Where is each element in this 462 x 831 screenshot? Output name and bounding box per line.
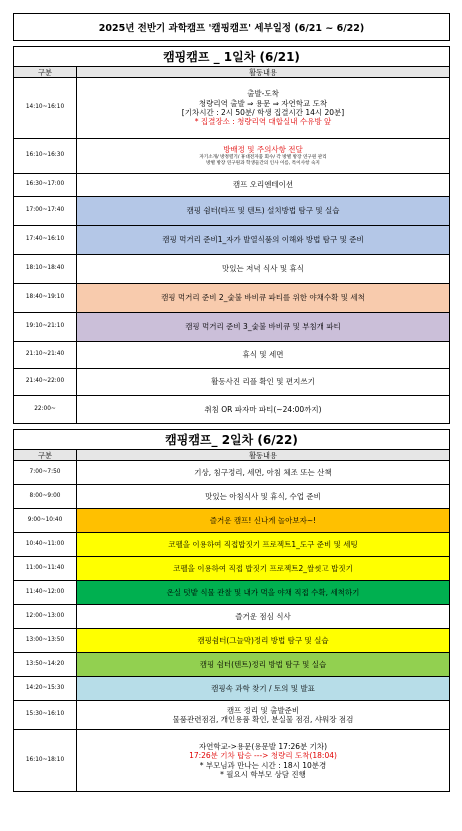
- row-activity: 즐거운 캠프! 신나게 놀아보자~!: [77, 509, 450, 533]
- row-time: 12:00~13:00: [14, 605, 77, 629]
- row-time: 11:00~11:40: [14, 557, 77, 581]
- row-time: 19:10~21:10: [14, 313, 77, 342]
- day2-title: 캠핑캠프_ 2일차 (6/22): [13, 429, 450, 449]
- row-time: 7:00~7:50: [14, 461, 77, 485]
- table-row: [14, 730, 450, 792]
- table-row: [14, 461, 450, 485]
- table-row: [14, 557, 450, 581]
- activity-line: 캠프 정리 및 출발준비: [226, 705, 300, 715]
- row-activity: 캠핑쉼터(그늘막)정리 방법 탐구 및 실습: [77, 629, 450, 653]
- row-activity: 캠핑 쉼터(텐트)정리 방법 탐구 및 실습: [77, 653, 450, 677]
- row-activity: 캠프 오리엔테이션: [77, 174, 450, 197]
- row-activity: 즐거운 점심 식사: [77, 605, 450, 629]
- activity-note: 자기소개/ 방정렬기/ 휴대전자품 회수/ 각 방별 방장 연구원 관리: [199, 154, 327, 160]
- row-activity: 캠핑 먹거리 준비 3_숯불 바비큐 및 부침개 파티: [77, 313, 450, 342]
- activity-line: * 필요시 학부모 상담 진행: [220, 769, 306, 779]
- row-activity: 취침 OR 파자마 파티(~24:00까지): [77, 396, 450, 424]
- table-row: [14, 653, 450, 677]
- row-activity: 맛있는 아침식사 및 휴식, 수업 준비: [77, 485, 450, 509]
- row-activity: 캠핑속 과학 찾기 / 토의 및 발표: [77, 677, 450, 701]
- header-activity: 활동내용: [77, 67, 450, 78]
- row-activity: 휴식 및 세면: [77, 342, 450, 369]
- table-row: [14, 396, 450, 424]
- header-gubun: 구분: [14, 450, 77, 461]
- table-row: [14, 255, 450, 284]
- row-activity: 맛있는 저녁 식사 및 휴식: [77, 255, 450, 284]
- day1-title: 캠핑캠프 _ 1일차 (6/21): [13, 46, 450, 66]
- activity-line: * 부모님과 만나는 시간 : 18시 10분경: [199, 760, 327, 770]
- activity-line: 자연학교->용문(용문발 17:26분 기차): [198, 741, 328, 751]
- row-activity: 코펠을 이용하여 직접 밥짓기 프로젝트2_쌀씻고 밥짓기: [77, 557, 450, 581]
- table-row: [14, 284, 450, 313]
- page-title: 2025년 전반기 과학캠프 '캠핑캠프' 세부일정 (6/21 ~ 6/22): [13, 13, 450, 41]
- row-time: 14:10~16:10: [14, 78, 77, 139]
- row-time: 13:00~13:50: [14, 629, 77, 653]
- row-activity: 캠핑 먹거리 준비 2_숯불 바비큐 파티를 위한 야채수확 및 세척: [77, 284, 450, 313]
- row-time: 18:10~18:40: [14, 255, 77, 284]
- row-activity: 캠핑 먹거리 준비1_자가 발열식품의 이해와 방법 탐구 및 준비: [77, 226, 450, 255]
- row-time: 10:40~11:00: [14, 533, 77, 557]
- table-row: [14, 78, 450, 139]
- row-activity: 온실 텃밭 식물 관찰 및 내가 먹을 야채 직접 수확, 세척하기: [77, 581, 450, 605]
- row-time: 14:20~15:30: [14, 677, 77, 701]
- row-activity: 기상, 침구정리, 세면, 아침 체조 또는 산책: [77, 461, 450, 485]
- row-time: 15:30~16:10: [14, 701, 77, 730]
- activity-line: 물품관련점검, 개인용품 확인, 분실물 점검, 샤워장 점검: [172, 715, 354, 724]
- day2-header-row: [14, 450, 450, 461]
- row-time: 16:10~16:30: [14, 139, 77, 174]
- activity-line: 청량리역 출발 ⇒ 용문 ⇒ 자연학교 도착: [198, 98, 328, 108]
- table-row: [14, 629, 450, 653]
- header-activity: 활동내용: [77, 450, 450, 461]
- row-activity: [77, 730, 450, 792]
- row-time: 13:50~14:20: [14, 653, 77, 677]
- row-time: 16:30~17:00: [14, 174, 77, 197]
- table-row: [14, 226, 450, 255]
- table-row: [14, 139, 450, 174]
- row-activity: 활동사진 리플 확인 및 편지쓰기: [77, 369, 450, 396]
- table-row: [14, 533, 450, 557]
- row-time: 17:00~17:40: [14, 197, 77, 226]
- row-time: 9:00~10:40: [14, 509, 77, 533]
- table-row: [14, 605, 450, 629]
- table-row: [14, 313, 450, 342]
- table-row: [14, 581, 450, 605]
- row-activity: 코펠을 이용하여 직접밥짓기 프로젝트1_도구 준비 및 세팅: [77, 533, 450, 557]
- row-activity: [77, 139, 450, 174]
- activity-line-red: * 집결장소 : 청량리역 대합실내 수유방 앞: [194, 117, 332, 127]
- table-row: [14, 509, 450, 533]
- table-row: [14, 197, 450, 226]
- table-row: [14, 174, 450, 197]
- row-time: 22:00~: [14, 396, 77, 424]
- row-activity: [77, 78, 450, 139]
- row-time: 17:40~16:10: [14, 226, 77, 255]
- row-time: 21:40~22:00: [14, 369, 77, 396]
- day2-table: [13, 449, 450, 792]
- activity-line: [기차시간 : 2시 50분/ 학생 집결시간 14시 20분]: [181, 108, 345, 117]
- row-time: 18:40~19:10: [14, 284, 77, 313]
- row-activity: [77, 701, 450, 730]
- activity-line-red: 17:26분 기차 탑승 ---> 청량리 도착(18:04): [189, 751, 337, 761]
- row-time: 11:40~12:00: [14, 581, 77, 605]
- activity-note: 방별 방장 연구원과 학생들간의 인사 이름, 특이사항 숙지: [206, 160, 320, 166]
- schedule-page: [13, 13, 450, 792]
- activity-line-red: 방배정 및 주의사항 전달: [223, 145, 303, 155]
- row-time: 16:10~18:10: [14, 730, 77, 792]
- table-row: [14, 485, 450, 509]
- row-activity: 캠핑 쉼터(타프 및 텐트) 설치방법 탐구 및 실습: [77, 197, 450, 226]
- table-row: [14, 369, 450, 396]
- table-row: [14, 701, 450, 730]
- day1-header-row: [14, 67, 450, 78]
- day1-table: [13, 66, 450, 424]
- header-gubun: 구분: [14, 67, 77, 78]
- activity-line: 출발-도착: [247, 89, 279, 99]
- row-time: 21:10~21:40: [14, 342, 77, 369]
- table-row: [14, 677, 450, 701]
- row-time: 8:00~9:00: [14, 485, 77, 509]
- table-row: [14, 342, 450, 369]
